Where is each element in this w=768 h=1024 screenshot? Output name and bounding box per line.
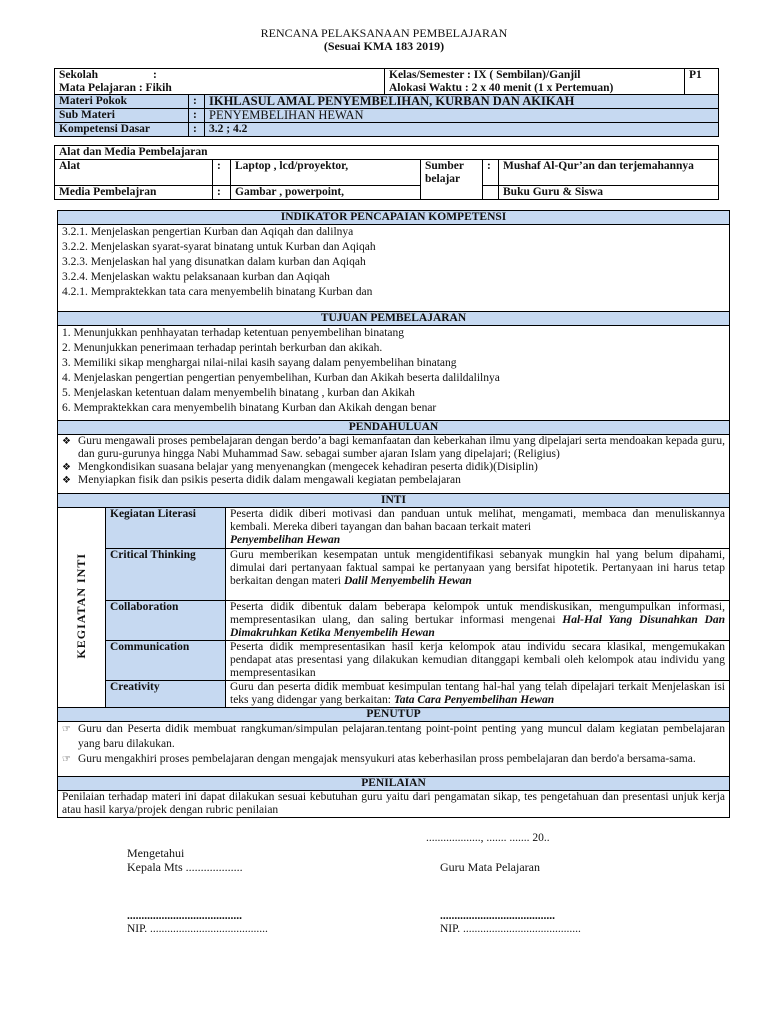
sub-materi-colon: : bbox=[189, 109, 205, 123]
inti-text: Peserta didik mempresentasikan hasil kerja kelompok atau individu secara klasikal, mengemukakan pendapat atas presentasi yang dilakukan kemudian ditanggapi kembali oleh kelompok atau individu yang mempresentasikan bbox=[226, 641, 730, 681]
alat-value: Laptop , lcd/proyektor, bbox=[231, 160, 421, 186]
tujuan-list bbox=[58, 326, 730, 421]
pendahuluan-item: ❖ Mengkondisikan suasana belajar yang menyenangkan (mengecek kehadiran peserta didik)(Disiplin) bbox=[62, 461, 538, 473]
media-label: Media Pembelajran bbox=[55, 186, 213, 200]
inti-text: Guru dan peserta didik membuat kesimpulan tentang hal-hal yang telah dipelajari terkait Menjelaskan isi teks yang didengar yang berkaitan: Tata Cara Penyembelihan Hewan bbox=[226, 681, 730, 708]
kd-label: Kompetensi Dasar bbox=[55, 123, 189, 137]
kd-value: 3.2 ; 4.2 bbox=[205, 123, 719, 137]
guru-mapel-text: Guru Mata Pelajaran bbox=[440, 860, 540, 874]
indikator-item: 4.2.1. Mempraktekkan tata cara menyembelih binatang Kurban dan bbox=[62, 286, 373, 298]
indikator-list bbox=[58, 225, 730, 312]
materi-pokok-value: IKHLASUL AMAL PENYEMBELIHAN, KURBAN DAN AKIKAH bbox=[205, 95, 719, 109]
indikator-title: INDIKATOR PENCAPAIAN KOMPETENSI bbox=[58, 211, 730, 225]
diamond-bullet-icon: ❖ bbox=[62, 475, 71, 486]
identity-table bbox=[54, 68, 719, 96]
penutup-title: PENUTUP bbox=[58, 708, 730, 722]
diamond-bullet-icon: ❖ bbox=[62, 462, 71, 473]
indikator-item: 3.2.1. Menjelaskan pengertian Kurban dan Aqiqah dan dalilnya bbox=[62, 226, 354, 238]
sekolah-label: Sekolah bbox=[59, 69, 98, 81]
materi-pokok-colon: : bbox=[189, 95, 205, 109]
inti-text: Peserta didik dibentuk dalam beberapa kelompok untuk mendiskusikan, mengumpulkan informasi, mempresentasikan ulang, dan saling bertukar informasi mengenai Hal-Hal Yang Disunahkan Dan Dimakruhkan Ketika Menyembelih Hewan bbox=[226, 601, 730, 641]
materi-pokok-label: Materi Pokok bbox=[55, 95, 189, 109]
tujuan-item: 4. Menjelaskan pengertian pengertian penyembelihan, Kurban dan Akikah beserta dalildalilnya bbox=[62, 372, 500, 384]
document-title: RENCANA PELAKSANAAN PEMBELAJARAN bbox=[260, 26, 508, 40]
kepala-text: Kepala Mts ................... bbox=[127, 860, 243, 874]
kegiatan-inti-side bbox=[58, 508, 106, 708]
inti-label: Critical Thinking bbox=[106, 549, 226, 601]
indikator-item: 3.2.3. Menjelaskan hal yang disunatkan dalam kurban dan Aqiqah bbox=[62, 256, 366, 268]
mengetahui-text: Mengetahui bbox=[127, 846, 185, 860]
identity-right-cell bbox=[385, 69, 685, 96]
mapel-value: Fikih bbox=[145, 82, 172, 94]
sumber-colon: : bbox=[483, 160, 499, 186]
nip-right: NIP. ......................................... bbox=[440, 923, 581, 935]
sumber-value-1: Mushaf Al-Qur’an dan terjemahannya bbox=[499, 160, 719, 186]
document-subtitle: (Sesuai KMA 183 2019) bbox=[323, 39, 445, 53]
date-line: ..................., ....... ....... 20.. bbox=[426, 832, 550, 844]
indikator-item: 3.2.4. Menjelaskan waktu pelaksanaan kurban dan Aqiqah bbox=[62, 271, 330, 283]
sumber-value-2: Buku Guru & Siswa bbox=[499, 186, 719, 200]
kelas-label: Kelas/Semester : bbox=[389, 69, 471, 81]
tujuan-item: 6. Mempraktekkan cara menyembelih binatang Kurban dan Akikah dengan benar bbox=[62, 402, 437, 414]
penutup-list bbox=[58, 722, 730, 777]
tujuan-title: TUJUAN PEMBELAJARAN bbox=[58, 312, 730, 326]
alat-title: Alat dan Media Pembelajaran bbox=[55, 146, 719, 160]
main-table bbox=[57, 210, 730, 818]
code-cell: P1 bbox=[685, 69, 719, 96]
inti-text: Peserta didik diberi motivasi dan panduan untuk melihat, mengamati, membaca dan menuliskannya kembali. Mereka diberi tayangan dan bahan bacaan terkait materi Penyembelihan Hewan bbox=[226, 508, 730, 549]
media-value: Gambar , powerpoint, bbox=[231, 186, 421, 200]
pendahuluan-list bbox=[58, 435, 730, 494]
pendahuluan-title: PENDAHULUAN bbox=[58, 421, 730, 435]
alokasi-value: 2 x 40 menit (1 x Pertemuan) bbox=[471, 82, 614, 94]
inti-label: Creativity bbox=[106, 681, 226, 708]
sumber-label: Sumber belajar bbox=[421, 160, 483, 200]
pendahuluan-item: ❖ Menyiapkan fisik dan psikis peserta didik dalam mengawali kegiatan pembelajaran bbox=[62, 474, 461, 486]
pendahuluan-item: ❖ Guru mengawali proses pembelajaran dengan berdo’a bagi kemanfaatan dan keberkahan ilmu yang dipelajari serta mendoakan kepada guru, dan guru-gurunya hingga Nabi Muhammad Saw. sebagai sumber ajaran Islam yang dipelajari; (Religius) bbox=[62, 435, 725, 460]
inti-text: Guru memberikan kesempatan untuk mengidentifikasi sebanyak mungkin hal yang belum dipahami, dimulai dari pertanyaan faktual sampai ke pertanyaan yang bersifat hipotetik. Pertanyaan ini harus tetap berkaitan dengan materi Dalil Menyembelih Hewan bbox=[226, 549, 730, 601]
diamond-bullet-icon: ❖ bbox=[62, 436, 71, 447]
sekolah-colon: : bbox=[153, 69, 157, 81]
penutup-item: ☞ Guru mengakhiri proses pembelajaran dengan mengajak mensyukuri atas keberhasilan pross pembelajaran dan berdo'a bersama-sama. bbox=[62, 753, 696, 765]
signature-name-right: ........................................ bbox=[440, 910, 555, 922]
identity-left-cell bbox=[55, 69, 385, 96]
alat-label: Alat bbox=[55, 160, 213, 186]
alat-table bbox=[54, 145, 719, 200]
tujuan-item: 5. Menjelaskan ketentuan dalam menyembelih binatang , kurban dan Akikah bbox=[62, 387, 415, 399]
media-colon: : bbox=[213, 186, 231, 200]
tujuan-item: 1. Menunjukkan penhhayatan terhadap ketentuan penyembelihan binatang bbox=[62, 327, 405, 339]
penilaian-text: Penilaian terhadap materi ini dapat dilakukan sesuai kebutuhan guru yaitu dari pengamatan sikap, tes pengetahuan dan presentasi unjuk kerja atau hasil karya/projek dengan rubric penilaian bbox=[58, 791, 730, 818]
tujuan-item: 3. Memiliki sikap menghargai nilai-nilai kasih sayang dalam penyembelihan binatang bbox=[62, 357, 457, 369]
kegiatan-inti-label: KEGIATAN INTI bbox=[74, 552, 88, 659]
inti-title: INTI bbox=[58, 494, 730, 508]
kelas-value: IX ( Sembilan)/Ganjil bbox=[473, 69, 581, 81]
inti-label: Kegiatan Literasi bbox=[106, 508, 226, 549]
sub-materi-label: Sub Materi bbox=[55, 109, 189, 123]
kd-colon: : bbox=[189, 123, 205, 137]
pointing-hand-icon: ☞ bbox=[62, 754, 71, 765]
inti-label: Collaboration bbox=[106, 601, 226, 641]
materi-table bbox=[54, 94, 719, 137]
signature-name-left: ........................................ bbox=[127, 910, 242, 922]
sub-materi-value: PENYEMBELIHAN HEWAN bbox=[205, 109, 719, 123]
indikator-item: 3.2.2. Menjelaskan syarat-syarat binatang untuk Kurban dan Aqiqah bbox=[62, 241, 376, 253]
alokasi-label: Alokasi Waktu : bbox=[389, 82, 469, 94]
alat-colon: : bbox=[213, 160, 231, 186]
pointing-hand-icon: ☞ bbox=[62, 724, 71, 735]
penilaian-title: PENILAIAN bbox=[58, 777, 730, 791]
nip-left: NIP. ......................................... bbox=[127, 923, 268, 935]
inti-label: Communication bbox=[106, 641, 226, 681]
tujuan-item: 2. Menunjukkan penerimaan terhadap perintah berkurban dan akikah. bbox=[62, 342, 383, 354]
penutup-item: ☞ Guru dan Peserta didik membuat rangkuman/simpulan pelajaran.tentang point-point penting yang muncul dalam kegiatan pembelajaran yang baru dilakukan. bbox=[62, 723, 725, 750]
mapel-label: Mata Pelajaran : bbox=[59, 82, 143, 94]
